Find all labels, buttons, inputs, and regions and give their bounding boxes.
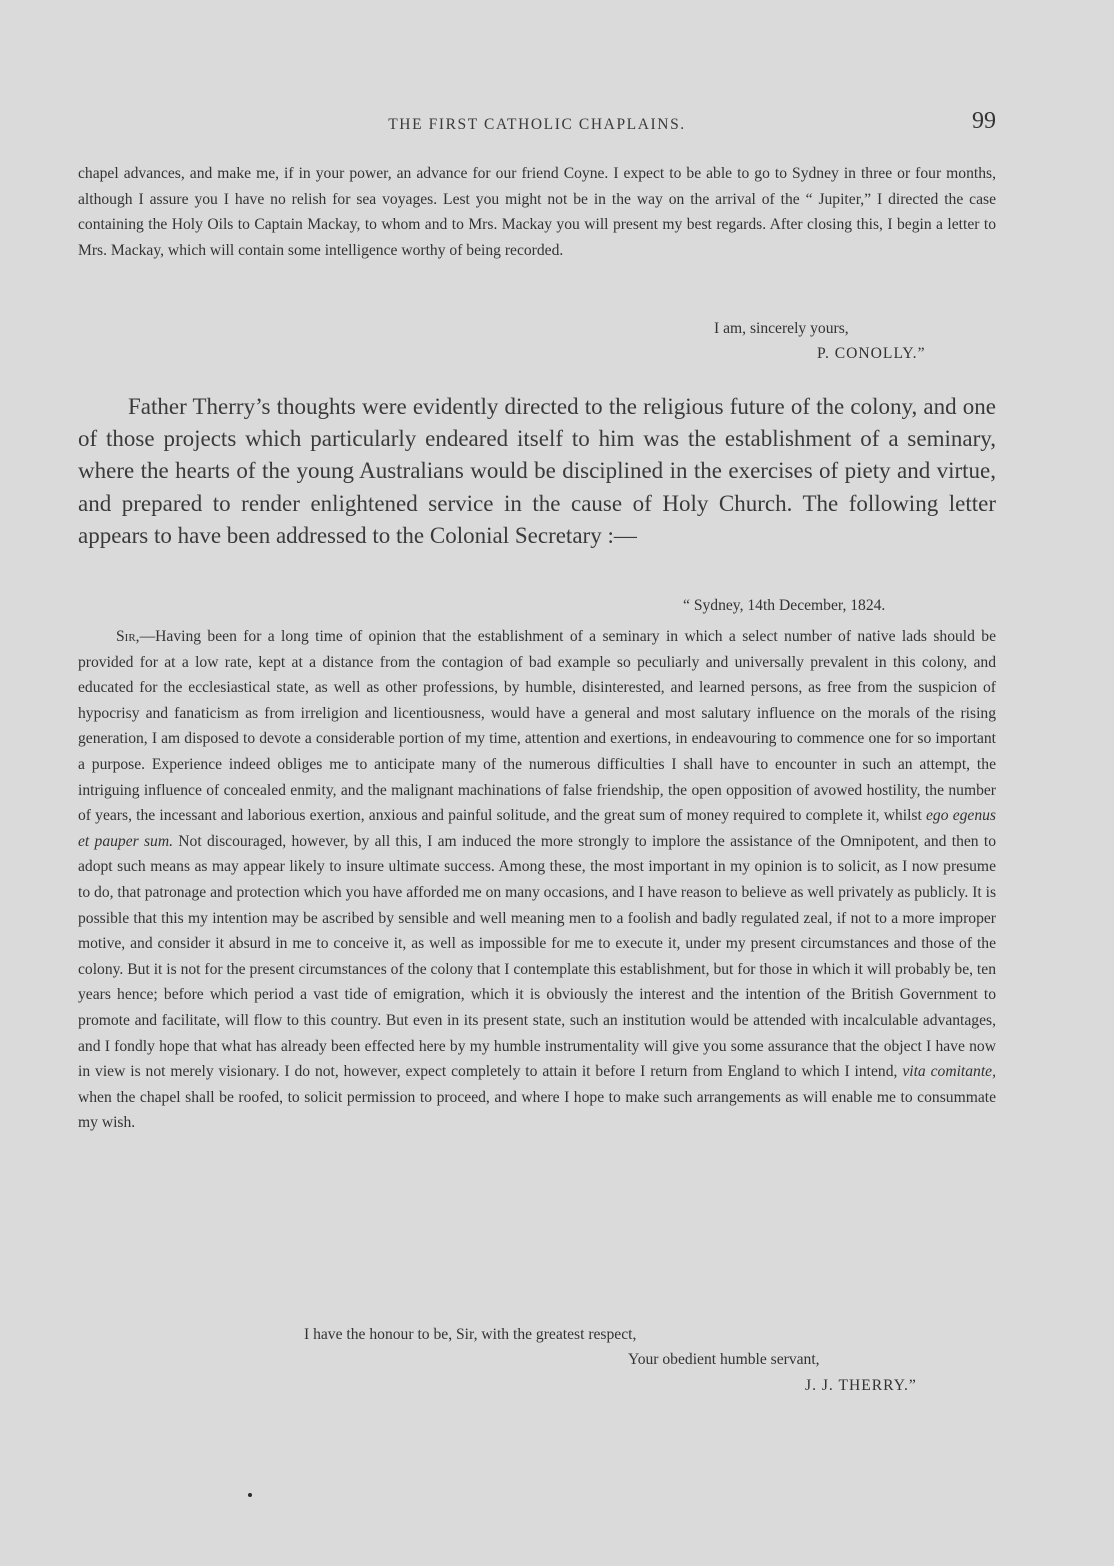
- therry-closing-line-1: I have the honour to be, Sir, with the greatest respect,: [304, 1326, 637, 1343]
- letter-body-part-1: —Having been for a long time of opinion that the establishment of a seminary in which a select number of native lads should be provided for at a low rate, kept at a distance from the contagion of bad example so peculiarly and universally prevalent in this colony, and educated for the ecclesiastical state, as well as other professions, by humble, disinterested, and learned persons, as free from the suspicion of hypocrisy and fanaticism as from irreligion and licentiousness, would have a general and most salutary influence on the morals of the rising generation, I am disposed to devote a considerable portion of my time, attention and exertions, in endeavouring to commence one for so important a purpose. Experience indeed obliges me to anticipate many of the numerous difficulties I shall have to encounter in such an attempt, the intriguing influence of concealed enmity, and the malignant machinations of false friendship, the open opposition of avowed hostility, the number of years, the incessant and laborious exertion, anxious and painful solitude, and the great sum of money required to complete it, whilst: [78, 628, 996, 825]
- therry-signature: J. J. THERRY.”: [805, 1377, 917, 1394]
- latin-phrase-1: ego egenus et pauper sum.: [78, 807, 996, 850]
- letter-body-part-2: Not discouraged, however, by all this, I am induced the more strongly to implore the assistance of the Omnipotent, and then to adopt such means as may appear likely to insure ultimate success. Among these, the most important in my opinion is to solicit, as I now presume to do, that patronage and protection which you have afforded me on many occasions, and I have reason to believe as well privately as publicly. It is possible that this my intention may be ascribed by sensible and well meaning men to a foolish and badly regulated zeal, if not to a more improper motive, and consider it absurd in me to conceive it, as well as impossible for me to execute it, under my present circumstances and those of the colony. But it is not for the present circumstances of the colony that I contemplate this establishment, but for those in which it will probably be, ten years hence; before which period a vast tide of emigration, which it is obviously the interest and the intention of the British Government to promote and facilitate, will flow to this country. But even in its present state, such an institution would be attended with incalculable advantages, and I fondly hope that what has already been effected here by my humble instrumentality will give you some assurance that the object I have now in view is not merely visionary. I do not, however, expect completely to attain it before I return from England to which I intend,: [78, 832, 997, 1081]
- running-head: [78, 108, 996, 140]
- ink-speck: [248, 1493, 252, 1497]
- therry-letter-paragraph: [78, 624, 996, 1136]
- letter-body-part-3: when the chapel shall be roofed, to solicit permission to proceed, and where I hope to make such arrangements as will enable me to consummate my wish.: [78, 1088, 996, 1132]
- therry-closing-line-2: Your obedient humble servant,: [628, 1351, 820, 1368]
- therry-letter-dateline: “ Sydney, 14th December, 1824.: [683, 597, 886, 614]
- conolly-letter-closing: I am, sincerely yours,: [714, 320, 849, 337]
- page-number: 99: [972, 108, 996, 134]
- running-title: THE FIRST CATHOLIC CHAPLAINS.: [388, 116, 686, 133]
- therry-letter-text: [78, 624, 996, 1136]
- narrative-section: [78, 391, 996, 552]
- latin-phrase-2: vita comitante,: [902, 1063, 996, 1081]
- conolly-letter-text: chapel advances, and make me, if in your power, an advance for our friend Coyne. I expect to be able to go to Sydney in three or four months, although I assure you I have no relish for sea voyages. Lest you might not be in the way on the arrival of the “ Jupiter,” I directed the case containing the Holy Oils to Captain Mackay, to whom and to Mrs. Mackay you will present my best regards. After closing this, I begin a letter to Mrs. Mackay, which will contain some intelligence worthy of being recorded.: [78, 165, 996, 259]
- letter-salutation: Sir,: [116, 628, 140, 645]
- narrative-paragraph: Father Therry’s thoughts were evidently directed to the religious future of the colony, and one of those projects which particularly endeared itself to him was the establishment of a seminary, where the hearts of the young Australians would be disciplined in the exercises of piety and virtue, and prepared to render enlightened service in the cause of Holy Church. The following letter appears to have been addressed to the Colonial Secretary :—: [78, 394, 996, 548]
- conolly-signature: P. CONOLLY.”: [817, 345, 926, 362]
